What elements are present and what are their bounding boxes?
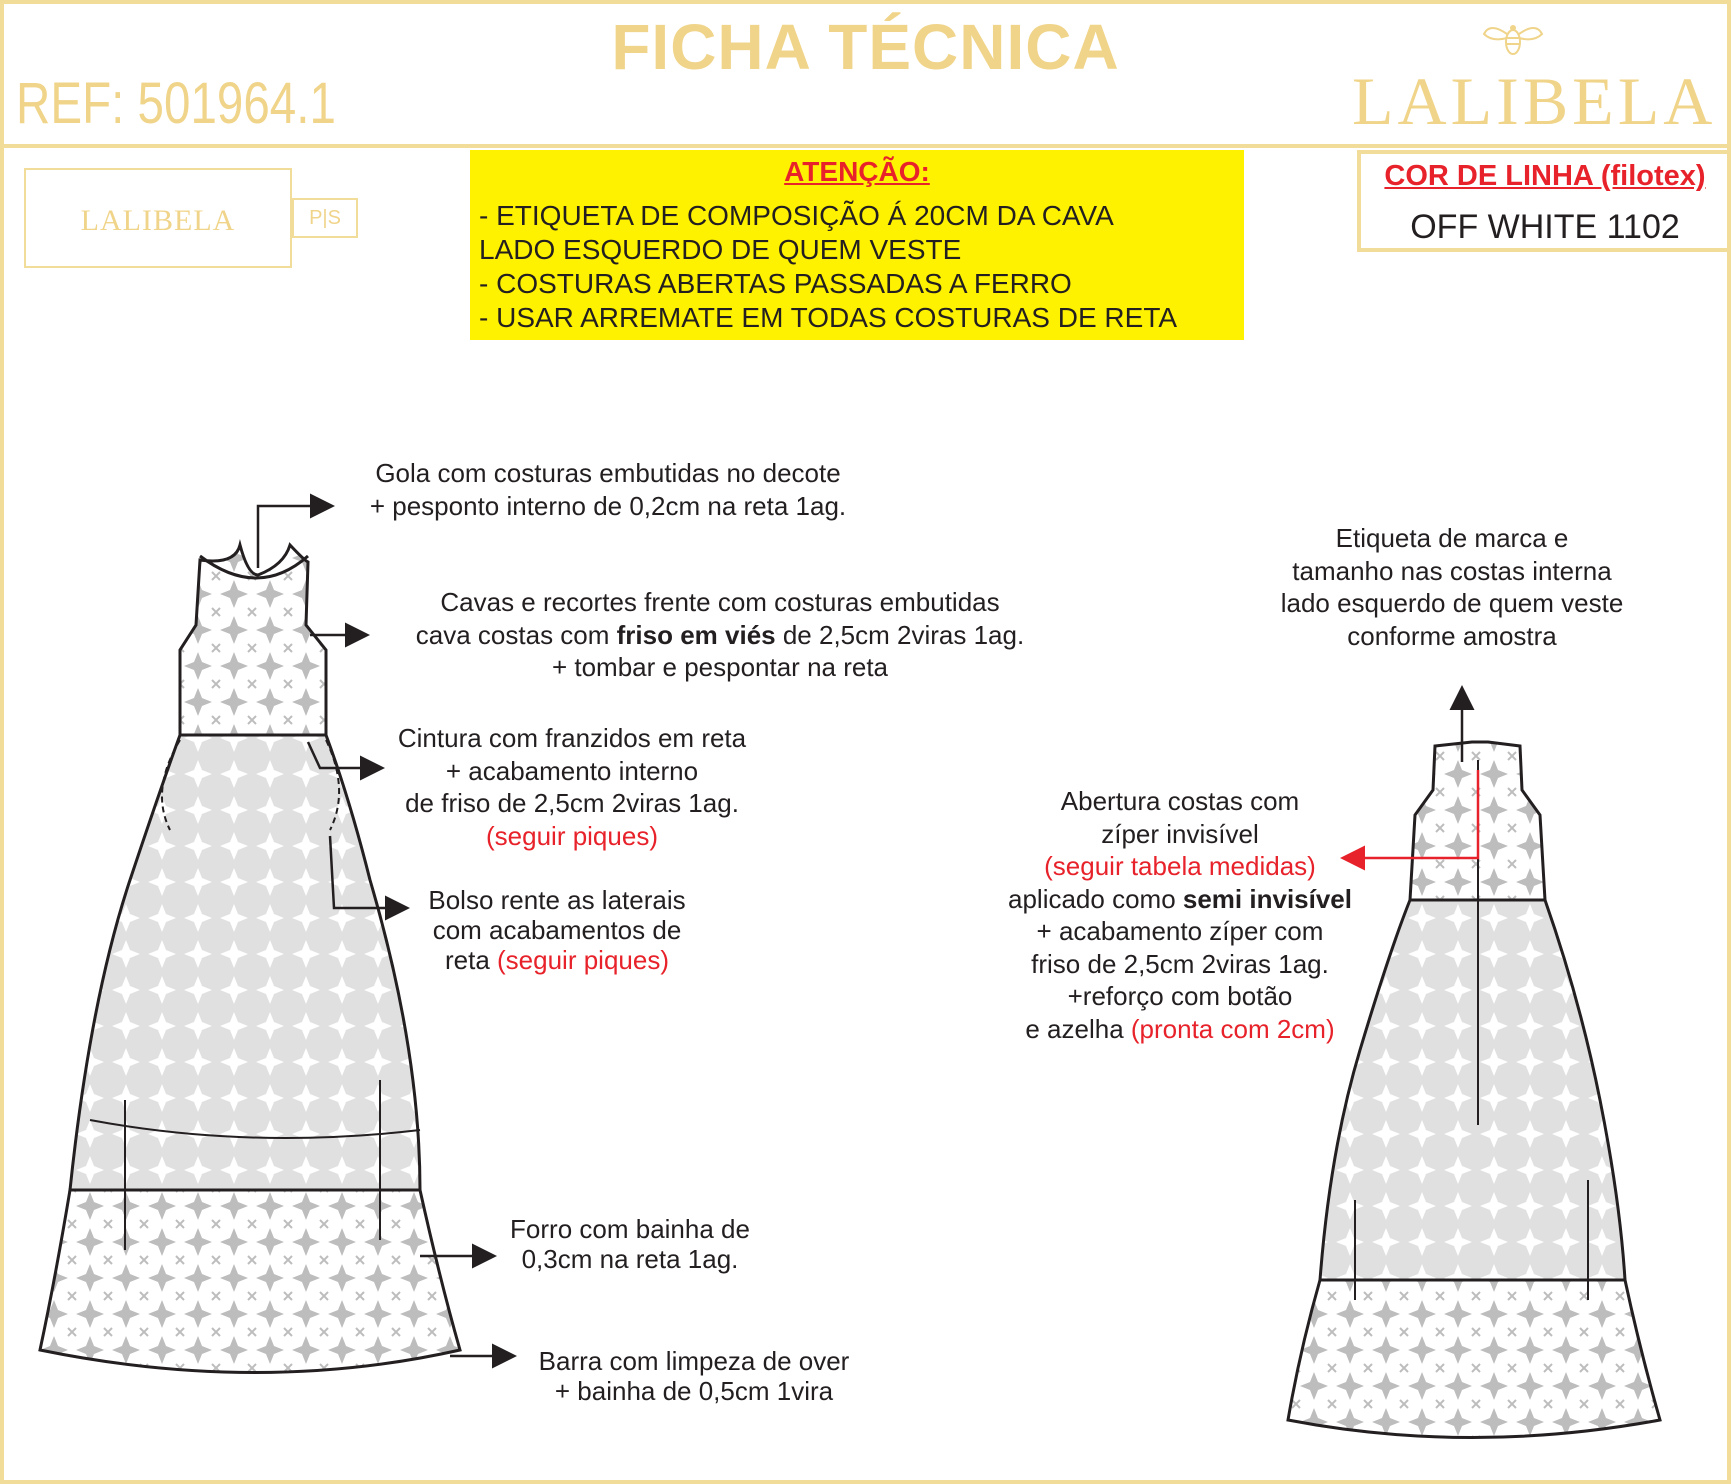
note-line: de friso de 2,5cm 2viras 1ag.: [405, 788, 739, 818]
note-line: + acabamento interno: [445, 755, 699, 786]
attention-line: - USAR ARREMATE EM TODAS COSTURAS DE RETA: [479, 302, 1178, 333]
note-bold: semi invisível: [1182, 883, 1352, 914]
note-line: Barra com limpeza de over: [538, 1346, 850, 1376]
thread-color-title: COR DE LINHA (filotex): [1384, 160, 1706, 192]
note-text: aplicado como: [1008, 883, 1183, 914]
note-line: 0,3cm na reta 1ag.: [521, 1244, 739, 1274]
page-title: FICHA TÉCNICA: [611, 11, 1120, 83]
note-line: tamanho nas costas interna: [1292, 555, 1612, 586]
note-red: (seguir piques): [486, 820, 658, 851]
note-text: cava costas com: [415, 619, 617, 650]
note-line: conforme amostra: [1347, 620, 1557, 651]
note-line: com acabamentos de: [432, 915, 682, 945]
note-line: + bainha de 0,5cm 1vira: [554, 1376, 834, 1406]
note-line: + acabamento zíper com: [1036, 916, 1324, 946]
attention-line: - COSTURAS ABERTAS PASSADAS A FERRO: [479, 268, 1072, 299]
note-line: Gola com costuras embutidas no decote: [375, 458, 841, 488]
attention-line: LADO ESQUERDO DE QUEM VESTE: [479, 234, 962, 265]
note-text: reta: [444, 945, 498, 975]
note-bolso: [412, 885, 702, 975]
note-red: (pronta com 2cm): [1130, 1013, 1335, 1044]
size-tag: P|S: [292, 198, 358, 238]
note-line: zíper invisível: [1101, 818, 1259, 849]
note-line: Cintura com franzidos em reta: [397, 723, 747, 753]
label-brand: LALIBELA: [80, 204, 236, 237]
note-line: [988, 1013, 1372, 1046]
note-forro: [495, 1214, 765, 1274]
note-line: lado esquerdo de quem veste: [1280, 588, 1624, 618]
note-cavas: [380, 586, 1060, 684]
note-bold: friso em viés: [616, 619, 776, 650]
note-line: Cavas e recortes frente com costuras embutidas: [440, 587, 1000, 617]
note-etiqueta: [1252, 522, 1652, 652]
attention-title: ATENÇÃO:: [784, 156, 930, 187]
note-abertura: [988, 785, 1372, 1045]
note-line: Bolso rente as laterais: [428, 885, 686, 915]
thread-color-value: OFF WHITE 1102: [1410, 208, 1680, 246]
note-line: [988, 883, 1372, 916]
note-line: + pesponto interno de 0,2cm na reta 1ag.: [369, 490, 847, 521]
note-line: Forro com bainha de: [510, 1214, 750, 1244]
note-line: Etiqueta de marca e: [1335, 523, 1569, 553]
note-cintura: [372, 722, 772, 852]
reference-number: REF: 501964.1: [16, 71, 336, 136]
note-red: (seguir piques): [497, 945, 669, 975]
note-text: e azelha: [1025, 1013, 1131, 1044]
note-line: [412, 945, 702, 975]
brand-logo: LALIBELA: [1352, 63, 1717, 139]
note-barra: [524, 1346, 864, 1406]
attention-line: - ETIQUETA DE COMPOSIÇÃO Á 20CM DA CAVA: [479, 200, 1114, 231]
note-red: (seguir tabela medidas): [1044, 851, 1316, 881]
note-text: de 2,5cm 2viras 1ag.: [775, 619, 1025, 650]
note-line: [380, 619, 1060, 652]
note-line: friso de 2,5cm 2viras 1ag.: [1031, 948, 1329, 979]
note-gola: [338, 457, 878, 522]
note-line: Abertura costas com: [1060, 786, 1300, 816]
note-line: +reforço com botão: [1067, 981, 1293, 1011]
note-line: + tombar e pespontar na reta: [551, 652, 889, 682]
